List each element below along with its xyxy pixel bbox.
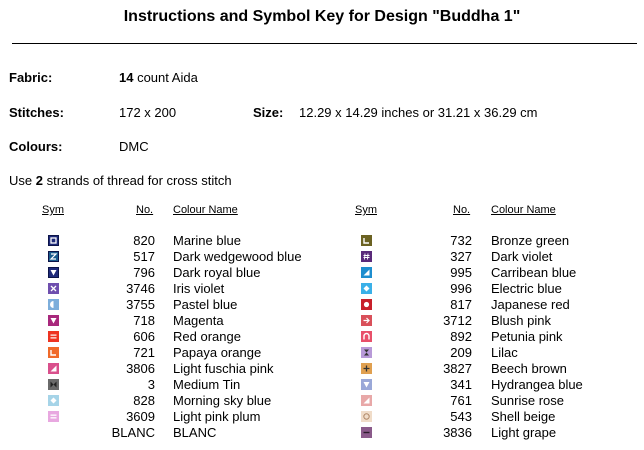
colour-name: Shell beige bbox=[491, 409, 556, 424]
right-key-row bbox=[0, 377, 644, 393]
arrow-right-icon bbox=[361, 315, 372, 326]
colour-name: BLANC bbox=[173, 425, 217, 440]
colour-name: Lilac bbox=[491, 345, 518, 360]
size-value: 12.29 x 14.29 inches or 31.21 x 36.29 cm bbox=[299, 105, 538, 120]
dmc-number: 996 bbox=[450, 281, 472, 296]
colours-label: Colours: bbox=[9, 139, 63, 154]
dmc-number: 209 bbox=[450, 345, 472, 360]
dmc-number: 817 bbox=[450, 297, 472, 312]
dmc-number: 341 bbox=[450, 377, 472, 392]
left-name-header: Colour Name bbox=[173, 204, 238, 216]
circle-icon bbox=[361, 299, 372, 310]
dmc-number: 718 bbox=[133, 313, 155, 328]
right-sym-header: Sym bbox=[355, 204, 377, 216]
colour-name: Papaya orange bbox=[173, 345, 262, 360]
dmc-number: 543 bbox=[450, 409, 472, 424]
dmc-number: 606 bbox=[133, 329, 155, 344]
colour-name: Beech brown bbox=[491, 361, 567, 376]
colour-name: Dark violet bbox=[491, 249, 553, 264]
right-key-row bbox=[0, 361, 644, 377]
dmc-number: 828 bbox=[133, 393, 155, 408]
right-key-row bbox=[0, 265, 644, 281]
triangle-down-icon bbox=[361, 379, 372, 390]
colour-name: Japanese red bbox=[491, 297, 570, 312]
triangle-corner-icon bbox=[361, 395, 372, 406]
colour-name: Electric blue bbox=[491, 281, 562, 296]
dmc-number: 3836 bbox=[443, 425, 472, 440]
title-divider bbox=[12, 43, 637, 44]
fabric-count: 14 bbox=[119, 70, 134, 85]
colour-name: Sunrise rose bbox=[491, 393, 564, 408]
instruction-prefix: Use bbox=[9, 173, 36, 188]
dmc-number: 761 bbox=[450, 393, 472, 408]
fabric-type: count Aida bbox=[133, 70, 198, 85]
hash-icon bbox=[361, 251, 372, 262]
corner-icon bbox=[361, 235, 372, 246]
fabric-label: Fabric: bbox=[9, 70, 53, 85]
colour-name: Magenta bbox=[173, 313, 224, 328]
right-key-row bbox=[0, 393, 644, 409]
colour-name: Blush pink bbox=[491, 313, 551, 328]
dmc-number: 3746 bbox=[126, 281, 155, 296]
right-key-row bbox=[0, 345, 644, 361]
colour-name: Medium Tin bbox=[173, 377, 241, 392]
colour-name: Pastel blue bbox=[173, 297, 238, 312]
dmc-number: 820 bbox=[133, 233, 155, 248]
colour-name: Hydrangea blue bbox=[491, 377, 583, 392]
dmc-number: 327 bbox=[450, 249, 472, 264]
strand-count: 2 bbox=[35, 173, 43, 188]
colour-name: Petunia pink bbox=[491, 329, 563, 344]
minus-icon bbox=[361, 427, 372, 438]
stitches-label: Stitches: bbox=[9, 105, 64, 120]
colour-name: Dark royal blue bbox=[173, 265, 261, 280]
colours-value: DMC bbox=[119, 139, 149, 154]
circle-outline-icon bbox=[361, 411, 372, 422]
dmc-number: 892 bbox=[450, 329, 472, 344]
right-key-row bbox=[0, 313, 644, 329]
dmc-number: 517 bbox=[133, 249, 155, 264]
right-key-row bbox=[0, 281, 644, 297]
colour-name: Marine blue bbox=[173, 233, 241, 248]
fabric-value bbox=[119, 70, 198, 85]
right-key-row bbox=[0, 425, 644, 441]
dmc-number: 796 bbox=[133, 265, 155, 280]
stitches-value: 172 x 200 bbox=[119, 105, 177, 120]
dmc-number: BLANC bbox=[111, 425, 155, 440]
colour-name: Light grape bbox=[491, 425, 557, 440]
colour-name: Dark wedgewood blue bbox=[173, 249, 302, 264]
colour-name: Light pink plum bbox=[173, 409, 261, 424]
hourglass-icon bbox=[361, 347, 372, 358]
right-key-row bbox=[0, 249, 644, 265]
colour-name: Red orange bbox=[173, 329, 241, 344]
dmc-number: 3827 bbox=[443, 361, 472, 376]
dmc-number: 3712 bbox=[443, 313, 472, 328]
triangle-corner-icon bbox=[361, 267, 372, 278]
left-sym-header: Sym bbox=[42, 204, 64, 216]
plus-icon bbox=[361, 363, 372, 374]
page-title: Instructions and Symbol Key for Design "Buddha 1" bbox=[123, 8, 521, 25]
dmc-number: 995 bbox=[450, 265, 472, 280]
colour-name: Carribean blue bbox=[491, 265, 577, 280]
colour-name: Morning sky blue bbox=[173, 393, 272, 408]
dmc-number: 3755 bbox=[126, 297, 155, 312]
dmc-number: 3806 bbox=[126, 361, 155, 376]
colour-name: Iris violet bbox=[173, 281, 225, 296]
diamond-icon bbox=[361, 283, 372, 294]
right-name-header: Colour Name bbox=[491, 204, 556, 216]
size-label: Size: bbox=[253, 105, 284, 120]
colour-name: Bronze green bbox=[491, 233, 570, 248]
arch-icon bbox=[361, 331, 372, 342]
instruction-suffix: strands of thread for cross stitch bbox=[42, 173, 232, 188]
dmc-number: 3 bbox=[147, 377, 155, 392]
right-key-row bbox=[0, 329, 644, 345]
dmc-number: 721 bbox=[133, 345, 155, 360]
strand-instruction bbox=[9, 173, 232, 188]
dmc-number: 3609 bbox=[126, 409, 155, 424]
right-key-row bbox=[0, 233, 644, 249]
right-no-header: No. bbox=[453, 204, 471, 216]
right-key-row bbox=[0, 409, 644, 425]
dmc-number: 732 bbox=[450, 233, 472, 248]
right-key-row bbox=[0, 297, 644, 313]
colour-name: Light fuschia pink bbox=[173, 361, 274, 376]
left-no-header: No. bbox=[136, 204, 154, 216]
